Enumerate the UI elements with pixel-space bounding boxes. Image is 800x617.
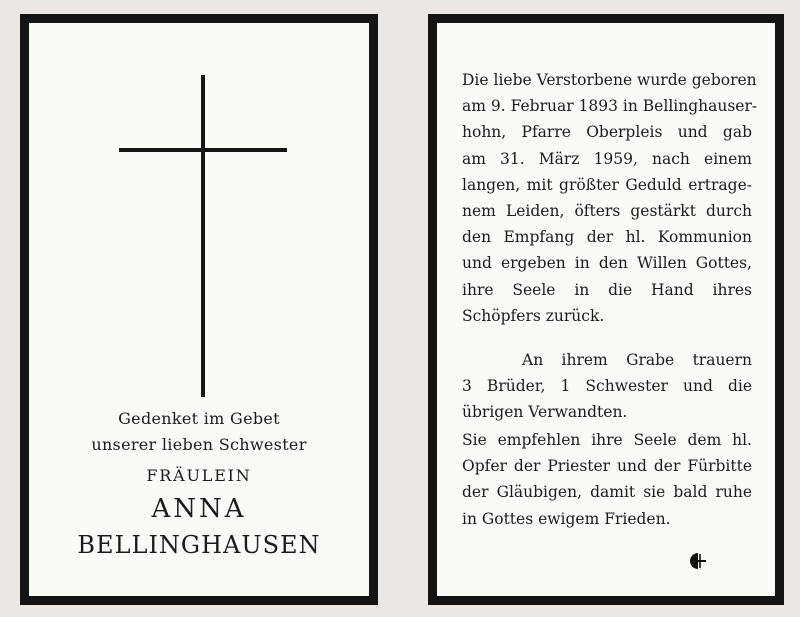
memorial-card-front <box>20 14 378 605</box>
text-line: An ihrem Grabe trauern <box>522 351 752 369</box>
text-line: am 9. Februar 1893 in Bellinghauser- <box>462 97 758 116</box>
text-line: 3 Brüder, 1 Schwester und die <box>462 377 752 396</box>
text-line: und ergeben in den Willen Gottes, <box>462 254 752 273</box>
text-line: in Gottes ewigem Frieden. <box>462 509 671 528</box>
text-line: Opfer der Priester und der Fürbitte <box>462 457 752 476</box>
text-line: am 31. März 1959, nach einem <box>462 149 752 168</box>
text-line: nem Leiden, öfters gestärkt durch <box>462 201 752 220</box>
text-line: Schöpfers zurück. <box>462 306 605 325</box>
text-line: langen, mit größter Geduld ertrage- <box>462 175 752 194</box>
text-line: hohn, Pfarre Oberpleis und gab <box>462 123 752 142</box>
printer-mark-icon <box>685 550 707 572</box>
text-line: ihre Seele in die Hand ihres <box>462 280 752 299</box>
dedication-line: unserer lieben Schwester <box>91 435 307 454</box>
text-line: den Empfang der hl. Kommunion <box>462 228 752 247</box>
first-name: ANNA <box>151 494 247 524</box>
mourners-paragraph <box>462 347 752 426</box>
text-line: Die liebe Verstorbene wurde geboren <box>462 71 757 89</box>
text-line: übrigen Verwandten. <box>462 403 628 422</box>
last-name: BELLINGHAUSEN <box>77 531 321 559</box>
honorific-title: FRÄULEIN <box>146 466 252 485</box>
memorial-card-back <box>428 14 784 605</box>
text-line: Sie empfehlen ihre Seele dem hl. <box>462 431 752 449</box>
text-line: der Gläubigen, damit sie bald ruhe <box>462 483 752 502</box>
cross-horizontal-beam <box>119 148 287 152</box>
prayer-line: Gedenket im Gebet <box>118 409 280 428</box>
biography-paragraph <box>462 67 758 329</box>
prayer-request-paragraph <box>462 427 752 532</box>
cross-vertical-beam <box>201 75 205 397</box>
